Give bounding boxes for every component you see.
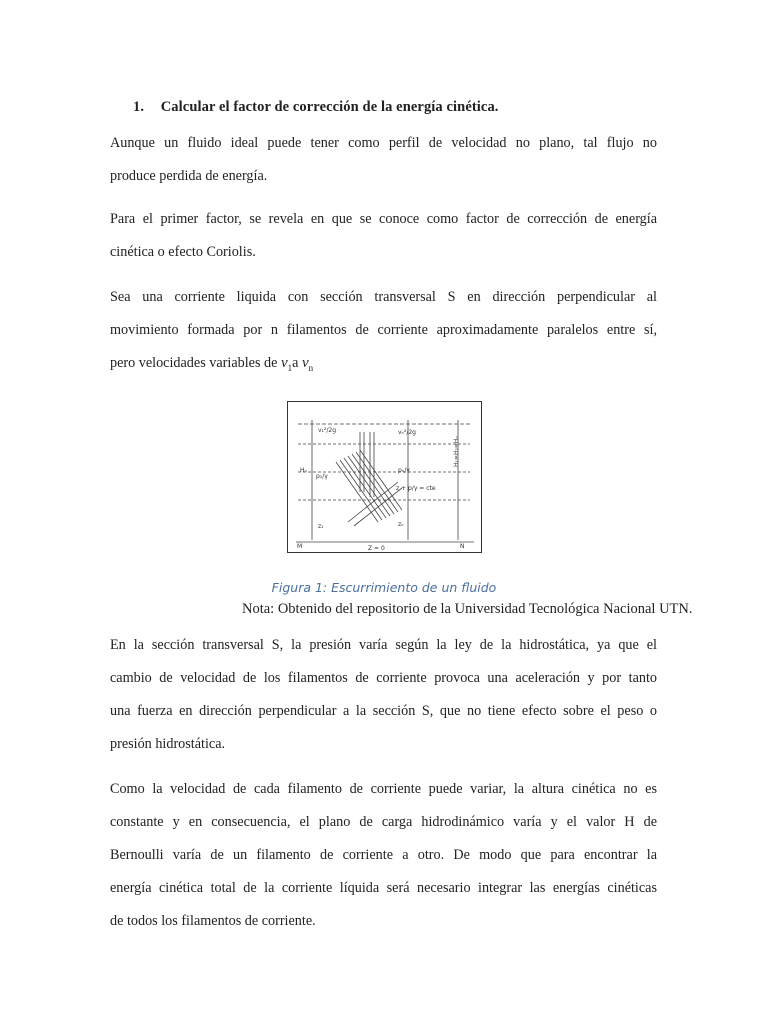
paragraph-2 [110,203,657,269]
paragraph-line: presión hidrostática. [110,736,226,752]
paragraph-line: Como la velocidad de cada filamento de corriente puede variar, la altura cinética no es [110,781,657,797]
heading-number: 1. [133,99,145,115]
paragraph-line: una fuerza en dirección perpendicular a la sección S, que no tiene efecto sobre el peso o [110,703,657,719]
math-v-n: v [302,355,309,371]
label-p2: pₙ/γ [398,467,410,474]
paragraph-line: Para el primer factor, se revela en que se conoce como factor de corrección de energía [110,211,657,227]
paragraph-line: energía cinética total de la corriente líquida será necesario integrar las energías cinéticas [110,880,657,896]
math-a: a [292,355,299,371]
stream-filaments [336,450,402,526]
figure-image [287,401,482,553]
paragraph-line: constante y en consecuencia, el plano de carga hidrodinámico varía y el valor H de [110,814,657,830]
label-n: N [460,543,465,550]
paragraph-line: Aunque un fluido ideal puede tener como perfil de velocidad no plano, tal flujo no [110,135,657,151]
paragraph-line: de todos los filamentos de corriente. [110,913,316,929]
math-sub-1: 1 [287,363,293,373]
label-v2: vₙ²/2g [398,429,416,436]
label-z0: Z = 0 [368,545,385,552]
paragraph-5 [110,773,657,938]
paragraph-1 [110,127,657,193]
heading-text: Calcular el factor de corrección de la energía cinética. [160,99,499,115]
velocity-text: pero velocidades variables de [110,355,278,371]
paragraph-line: cambio de velocidad de los filamentos de corriente provoca una aceleración y por tanto [110,670,657,686]
label-hn: Hₙ [300,467,307,474]
flow-diagram [288,402,481,552]
math-sub-n: n [308,363,314,373]
paragraph-line: produce perdida de energía. [110,168,268,184]
paragraph-line: Sea una corriente liquida con sección transversal S en dirección perpendicular al [110,289,657,305]
paragraph-3 [110,281,657,380]
label-z1: z₁ [318,523,324,530]
label-m: M [297,543,303,550]
figure-caption: Figura 1: Escurrimiento de un fluido [271,580,497,595]
velocity-vn [302,355,313,371]
label-v1: v₁²/2g [318,427,337,434]
math-v: v [280,355,288,371]
label-eq: z + p/γ = cte [396,485,436,492]
paragraph-line [110,347,657,380]
paragraph-line: movimiento formada por n filamentos de corriente aproximadamente paralelos entre sí, [110,322,657,338]
figure-note: Nota: Obtenido del repositorio de la Universidad Tecnológica Nacional UTN. [242,601,693,617]
label-h2: H₁=H₂=Hₙ [453,436,460,467]
paragraph-4 [110,629,657,761]
label-z2: zₙ [398,521,404,528]
paragraph-line: Bernoulli varía de un filamento de corriente a otro. De modo que para encontrar la [110,847,657,863]
paragraph-line: En la sección transversal S, la presión varía según la ley de la hidrostática, ya que el [110,637,657,653]
velocity-v1 [281,355,292,371]
section-heading [133,99,499,116]
label-p1: p₁/γ [316,473,328,480]
paragraph-line: cinética o efecto Coriolis. [110,244,256,260]
